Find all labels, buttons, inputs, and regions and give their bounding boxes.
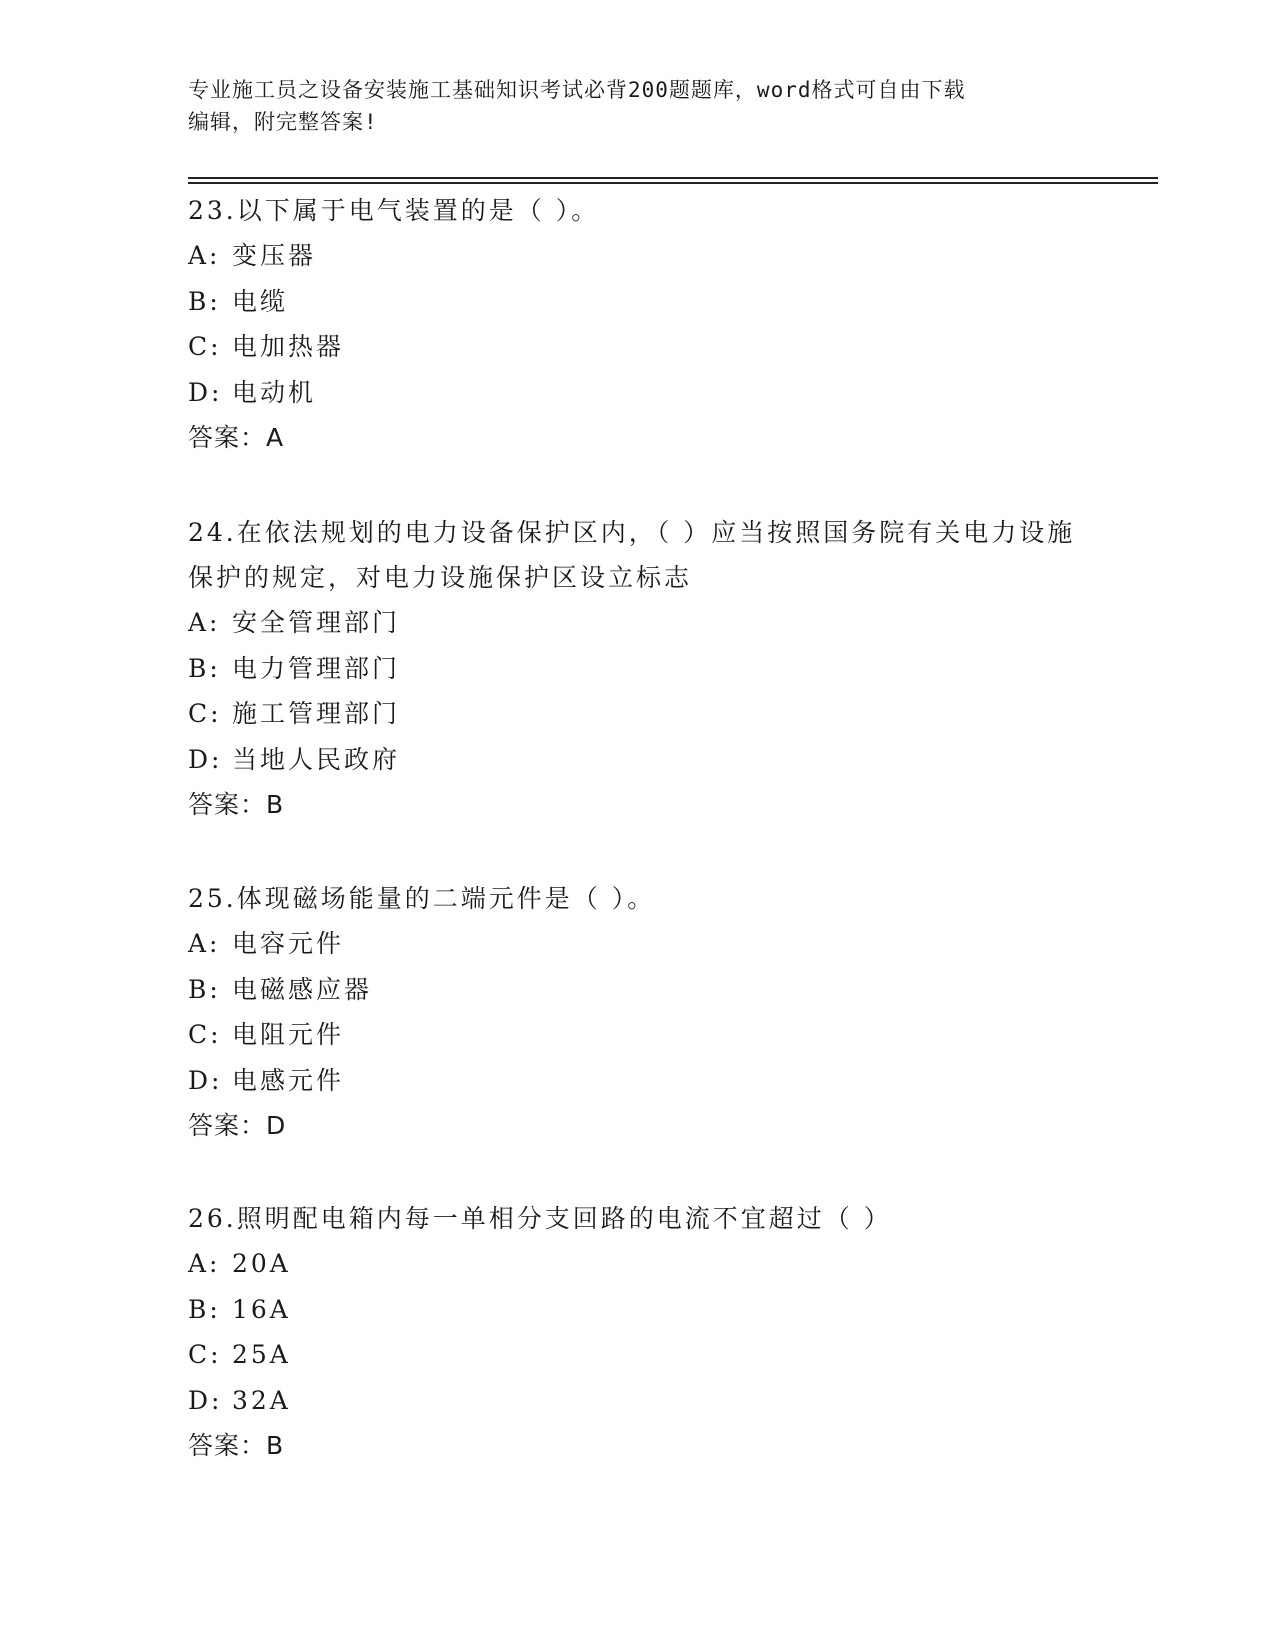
document-header — [188, 74, 1088, 138]
option-letter: A: — [188, 608, 221, 637]
option-b — [188, 967, 1088, 1013]
option-letter: B: — [188, 1294, 221, 1324]
question-25 — [188, 876, 1088, 1148]
answer: 答案：A — [188, 423, 285, 452]
header-title-line-1: 专业施工员之设备安装施工基础知识考试必背200题题库，word格式可自由下载 — [188, 78, 966, 102]
option-a — [188, 1241, 1088, 1287]
option-text: 20A — [232, 1249, 291, 1278]
option-c — [188, 691, 1088, 737]
option-text: 电力管理部门 — [232, 653, 401, 683]
answer: 答案：D — [188, 1111, 287, 1140]
option-d — [188, 370, 1088, 416]
option-d — [188, 1378, 1088, 1424]
option-d — [188, 737, 1088, 783]
option-letter: B: — [188, 286, 221, 316]
option-text: 电感元件 — [232, 1065, 345, 1095]
option-letter: D: — [188, 1385, 223, 1415]
option-c — [188, 324, 1088, 370]
option-a — [188, 600, 1088, 646]
option-letter: B: — [188, 653, 221, 683]
question-text: 26.照明配电箱内每一单相分支回路的电流不宜超过（ ） — [188, 1204, 892, 1233]
question-24 — [188, 510, 1088, 827]
option-b — [188, 646, 1088, 692]
question-text: 25.体现磁场能量的二端元件是（ ）。 — [188, 884, 656, 913]
option-text: 电磁感应器 — [232, 974, 373, 1004]
header-divider-top — [188, 177, 1158, 179]
header-divider-bottom — [188, 182, 1158, 184]
option-text: 安全管理部门 — [232, 608, 401, 637]
option-text: 25A — [232, 1340, 291, 1369]
question-text: 24.在依法规划的电力设备保护区内，（ ）应当按照国务院有关电力设施保护的规定，对电力设施保护区设立标志 — [188, 518, 1076, 592]
question-text: 23.以下属于电气装置的是（ ）。 — [188, 196, 600, 225]
option-text: 16A — [232, 1294, 291, 1324]
option-text: 施工管理部门 — [232, 699, 401, 728]
option-d — [188, 1058, 1088, 1104]
option-letter: C: — [188, 1340, 222, 1369]
option-letter: C: — [188, 699, 222, 728]
option-text: 32A — [232, 1385, 291, 1415]
option-a — [188, 921, 1088, 967]
option-letter: B: — [188, 974, 221, 1004]
option-text: 电缆 — [232, 286, 289, 316]
option-letter: D: — [188, 1065, 223, 1095]
option-c — [188, 1012, 1088, 1058]
option-text: 当地人民政府 — [232, 744, 401, 774]
option-letter: D: — [188, 744, 223, 774]
question-23 — [188, 188, 1088, 460]
option-text: 变压器 — [232, 241, 317, 270]
option-letter: A: — [188, 929, 221, 958]
header-title-line-2: 编辑，附完整答案! — [188, 110, 378, 134]
option-letter: D: — [188, 377, 223, 407]
option-text: 电动机 — [232, 377, 317, 407]
option-letter: C: — [188, 1020, 222, 1049]
question-26 — [188, 1196, 1088, 1468]
option-b — [188, 1287, 1088, 1333]
option-c — [188, 1332, 1088, 1378]
answer: 答案：B — [188, 790, 285, 819]
option-letter: A: — [188, 241, 221, 270]
option-text: 电加热器 — [232, 332, 345, 361]
option-b — [188, 279, 1088, 325]
answer: 答案：B — [188, 1431, 285, 1460]
option-a — [188, 233, 1088, 279]
option-text: 电容元件 — [232, 929, 345, 958]
option-letter: C: — [188, 332, 222, 361]
option-text: 电阻元件 — [232, 1020, 345, 1049]
option-letter: A: — [188, 1249, 221, 1278]
